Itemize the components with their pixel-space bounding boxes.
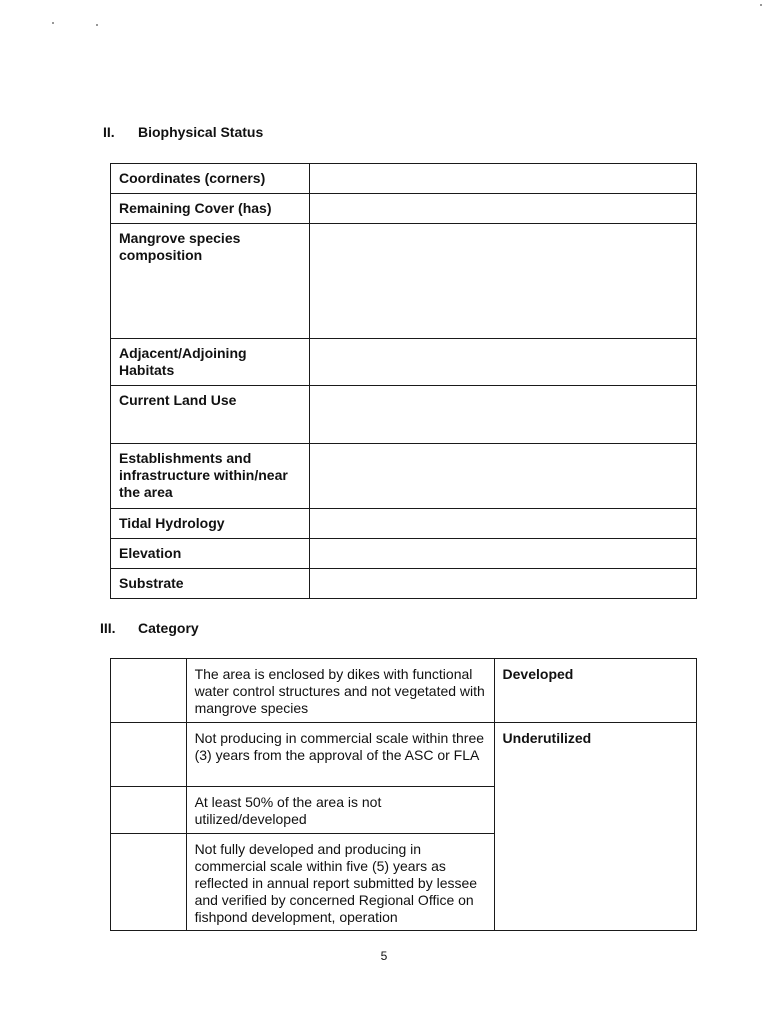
section-heading-biophysical (103, 124, 263, 140)
row-value-cell (309, 569, 696, 599)
row-label: Mangrove species composition (111, 224, 310, 339)
row-value-cell (309, 194, 696, 224)
table-row (111, 659, 697, 723)
table-row (111, 164, 697, 194)
table-row (111, 444, 697, 509)
table-row (111, 224, 697, 339)
page-number: 5 (380, 949, 388, 963)
row-value-cell (309, 444, 696, 509)
row-value-cell (309, 509, 696, 539)
scan-speck (96, 24, 98, 26)
section-title: Category (138, 620, 199, 636)
table-row (111, 194, 697, 224)
table-row (111, 539, 697, 569)
section-heading-category (100, 620, 199, 636)
section-number: II. (103, 124, 115, 140)
row-value-cell (309, 386, 696, 444)
biophysical-status-table (110, 163, 697, 599)
row-label: Adjacent/Adjoining Habitats (111, 339, 310, 386)
table-row (111, 723, 697, 787)
criteria-description: At least 50% of the area is not utilized/developed (186, 787, 494, 834)
table-row (111, 386, 697, 444)
category-label: Developed (494, 659, 696, 723)
category-label: Underutilized (494, 723, 696, 931)
criteria-description: Not fully developed and producing in commercial scale within five (5) years as reflected in annual report submitted by lessee and verified by concerned Regional Office on fishpond development, operation (186, 834, 494, 931)
row-value-cell (309, 339, 696, 386)
row-value-cell (309, 164, 696, 194)
table-row (111, 509, 697, 539)
row-label: Current Land Use (111, 386, 310, 444)
row-label: Substrate (111, 569, 310, 599)
criteria-description: Not producing in commercial scale within three (3) years from the approval of the ASC or FLA (186, 723, 494, 787)
category-table (110, 658, 697, 931)
table-row (111, 569, 697, 599)
criteria-description: The area is enclosed by dikes with functional water control structures and not vegetated with mangrove species (186, 659, 494, 723)
row-label: Tidal Hydrology (111, 509, 310, 539)
checkbox-cell (111, 659, 187, 723)
row-label: Remaining Cover (has) (111, 194, 310, 224)
checkbox-cell (111, 787, 187, 834)
checkbox-cell (111, 723, 187, 787)
scan-speck (52, 22, 54, 24)
row-label: Elevation (111, 539, 310, 569)
table-row (111, 339, 697, 386)
row-value-cell (309, 539, 696, 569)
row-label: Establishments and infrastructure within/near the area (111, 444, 310, 509)
scan-speck (760, 4, 762, 6)
row-label: Coordinates (corners) (111, 164, 310, 194)
section-title: Biophysical Status (138, 124, 264, 140)
row-value-cell (309, 224, 696, 339)
section-number: III. (100, 620, 116, 636)
checkbox-cell (111, 834, 187, 931)
